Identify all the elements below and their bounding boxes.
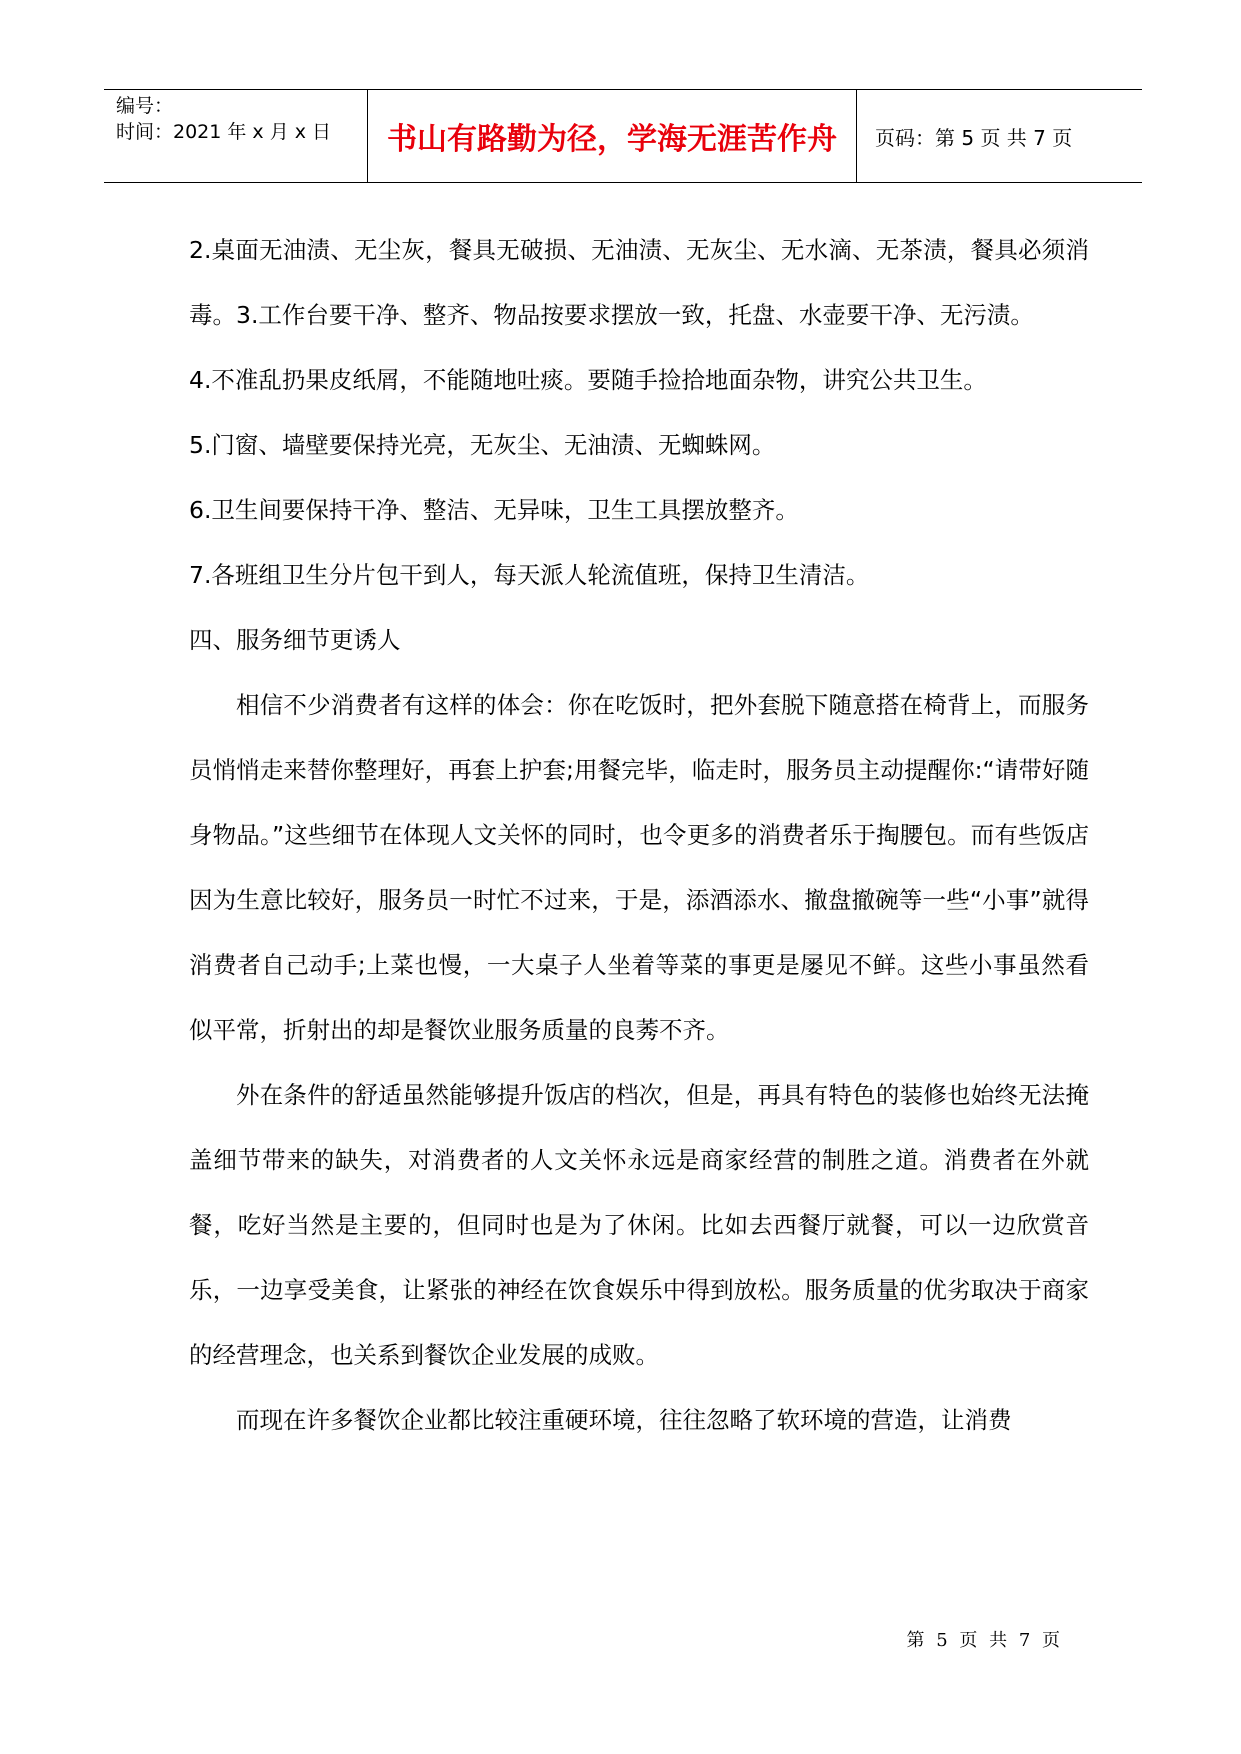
- section-heading: 四、服务细节更诱人: [189, 626, 401, 654]
- paragraph: 外在条件的舒适虽然能够提升饭店的档次，但是，再具有特色的装修也始终无法掩盖细节带来的缺失，对消费者的人文关怀永远是商家经营的制胜之道。消费者在外就餐，吃好当然是主要的，但同时也是为了休闲。比如去西餐厅就餐，可以一边欣赏音乐，一边享受美食，让紧张的神经在饮食娱乐中得到放松。服务质量的优劣取决于商家的经营理念，也关系到餐饮企业发展的成败。: [189, 1081, 1089, 1369]
- paragraph: 5.门窗、墙壁要保持光亮，无灰尘、无油渍、无蜘蛛网。: [189, 431, 776, 459]
- header-motto-cell: [368, 90, 857, 182]
- page-footer: 第 5 页 共 7 页: [906, 1630, 1060, 1651]
- paragraph: 7.各班组卫生分片包干到人，每天派人轮流值班，保持卫生清洁。: [189, 561, 870, 589]
- paragraph: 而现在许多餐饮企业都比较注重硬环境，往往忽略了软环境的营造，让消费: [236, 1406, 1012, 1434]
- paragraph: 4.不准乱扔果皮纸屑，不能随地吐痰。要随手捡拾地面杂物，讲究公共卫生。: [189, 366, 987, 394]
- time-label: 时间：2021 年 x 月 x 日: [116, 121, 332, 143]
- page-number-label: 页码：第 5 页 共 7 页: [875, 125, 1073, 150]
- motto-text: 书山有路勤为径，学海无涯苦作舟: [387, 122, 837, 157]
- paragraph: 相信不少消费者有这样的体会：你在吃饭时，把外套脱下随意搭在椅背上，而服务员悄悄走来替你整理好，再套上护套;用餐完毕，临走时，服务员主动提醒你:“请带好随身物品。”这些细节在体现人文关怀的同时，也令更多的消费者乐于掏腰包。而有些饭店因为生意比较好，服务员一时忙不过来，于是，添酒添水、撤盘撤碗等一些“小事”就得消费者自己动手;上菜也慢，一大桌子人坐着等菜的事更是屡见不鲜。这些小事虽然看似平常，折射出的却是餐饮业服务质量的良莠不齐。: [189, 691, 1089, 1044]
- paragraph: 2.桌面无油渍、无尘灰，餐具无破损、无油渍、无灰尘、无水滴、无茶渍，餐具必须消毒。3.工作台要干净、整齐、物品按要求摆放一致，托盘、水壶要干净、无污渍。: [189, 236, 1089, 329]
- header-info-cell: [104, 90, 368, 182]
- paragraph: 6.卫生间要保持干净、整洁、无异味，卫生工具摆放整齐。: [189, 496, 799, 524]
- document-body: [189, 218, 1089, 1453]
- number-label: 编号：: [116, 95, 174, 117]
- page-header: [104, 89, 1142, 183]
- header-page-cell: [857, 90, 1142, 182]
